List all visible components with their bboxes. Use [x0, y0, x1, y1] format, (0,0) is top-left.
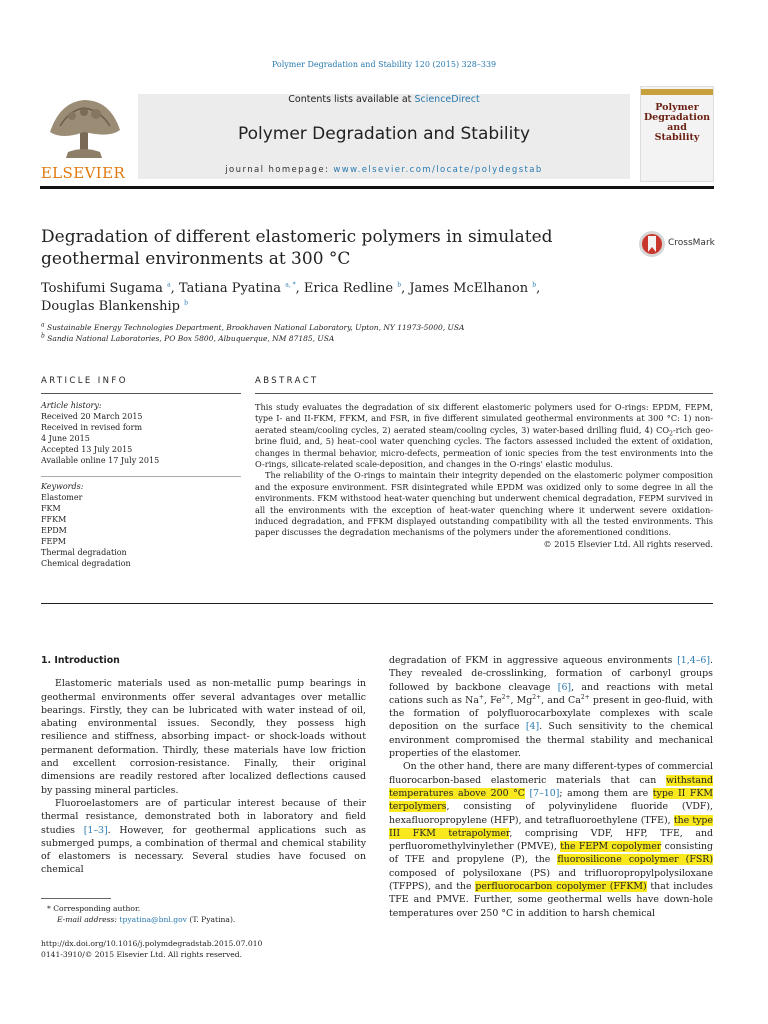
affiliation-text: Sandia National Laboratories, PO Box 5800, Albuquerque, NM 87185, USA [47, 334, 335, 343]
header-rule [40, 186, 714, 189]
keyword: EPDM [41, 526, 67, 535]
journal-banner [138, 94, 630, 179]
history-entry: 4 June 2015 [41, 434, 90, 443]
history-entry: Available online 17 July 2015 [41, 456, 160, 465]
reference-link[interactable]: [6] [557, 681, 572, 693]
copyright: © 2015 Elsevier Ltd. All rights reserved. [543, 538, 713, 549]
author-separator: , [401, 281, 410, 296]
homepage-prefix: journal homepage: [225, 165, 330, 175]
article-title: Degradation of different elastomeric polymers in simulated geothermal environments at 300 °C [41, 227, 553, 269]
reference-link[interactable]: [4] [525, 721, 540, 733]
corresponding-author: * Corresponding author. [47, 904, 141, 913]
author-separator: , [536, 281, 541, 296]
reference-link[interactable]: [1–3] [83, 824, 108, 836]
body-paragraph: On the other hand, there are many different-types of commercial fluorocarbon-based elastomeric materials that can withstand temperatures above 200 °C [7–10]; among them are type II FKM terpolymers, consisting of polyvinylidene fluoride (VDF), hexafluoropropylene (HFP), and tetrafluoroethylene (TFE), the type III FKM tetrapolymer, comprising VDF, HFP, TFE, and perfluoromethylvinylether (PMVE), the FEPM copolymer consisting of TFE and propylene (P), the fluorosilicone copolymer (FSR) composed of polysiloxane (PS) and trifluoropropylpolysiloxane (TFPPS), and the perfluorocarbon copolymer (FFKM) that includes TFE and PMVE. Further, some geothermal wells have down-hole temperatures over 250 °C in addition to harsh chemical [389, 761, 714, 919]
cover-title-line: Degradation [643, 112, 711, 123]
cover-band [641, 89, 713, 95]
cover-title-line: Stability [654, 132, 700, 143]
author-name: Toshifumi Sugama [41, 281, 163, 296]
email-line [57, 914, 235, 925]
keywords [41, 481, 241, 569]
keyword: Elastomer [41, 493, 83, 502]
keyword: FEPM [41, 537, 66, 546]
author-name: Tatiana Pyatina [178, 281, 282, 296]
author-separator: , [170, 281, 179, 296]
affiliation-text: Sustainable Energy Technologies Department, Brookhaven National Laboratory, Upton, NY 11973-5000, USA [46, 323, 465, 332]
keyword: Thermal degradation [41, 548, 127, 557]
body-paragraph: Elastomeric materials used as non-metallic pump bearings in geothermal environments offer several advantages over metallic bearings. Firstly, they can be lubricated with water instead of oil, abating environmental issues. Secondly, they possess high resilience and stiffness, absorbing impact- or shock-loads without permanent deformation. Thirdly, these materials have low friction and excellent corrosion-resistance. Finally, their original dimensions are readily restored after localized deflections caused by passing mineral particles. [41, 678, 366, 796]
highlighted-text: perfluorocarbon copolymer (FFKM) [475, 881, 647, 893]
issn-line: 0141-3910/© 2015 Elsevier Ltd. All rights reserved. [41, 950, 243, 959]
author-name: James McElhanon [409, 281, 529, 296]
author-affiliation-marker[interactable]: a [167, 281, 171, 289]
crossmark-icon [638, 230, 666, 258]
abstract-bottom-rule [41, 603, 713, 604]
keyword: FKM [41, 504, 61, 513]
cover-title-line: Polymer [655, 102, 699, 113]
highlighted-text: the type III FKM tetrapolymer [389, 814, 713, 839]
abstract-body [255, 402, 713, 550]
sciencedirect-link[interactable]: ScienceDirect [414, 94, 480, 105]
highlighted-text: withstand temperatures above 200 °C [389, 774, 713, 799]
highlighted-text: fluorosilicone copolymer (FSR) [557, 854, 713, 866]
history-label: Article history: [41, 401, 102, 410]
left-column [41, 654, 366, 877]
publisher-name: ELSEVIER [40, 164, 126, 182]
keywords-rule [41, 476, 241, 477]
footnote-rule [41, 898, 111, 899]
article-info-heading: ARTICLE INFO [41, 376, 128, 386]
keywords-label: Keywords: [41, 482, 84, 491]
crossmark-label: CrossMark [668, 238, 715, 248]
highlighted-text: type II FKM terpolymers [389, 787, 714, 813]
crossmark-badge[interactable] [638, 230, 718, 258]
author-name: Douglas Blankenship [41, 299, 180, 314]
cover-title [641, 103, 713, 143]
article-history [41, 400, 241, 466]
affiliation [41, 334, 334, 343]
abstract-heading: ABSTRACT [255, 376, 319, 386]
affiliation-marker: a [41, 321, 45, 329]
body-paragraph: Fluoroelastomers are of particular interest because of their thermal resistance, demonstrated both in laboratory and field studies [1–3]. However, for geothermal applications such as submerged pumps, a combination of thermal and chemical stability of elastomers is necessary. Several studies have focused on chemical [41, 797, 366, 876]
journal-homepage [138, 165, 630, 175]
author-affiliation-marker[interactable]: b [184, 299, 188, 307]
author-affiliation-marker[interactable]: b [532, 281, 537, 289]
keyword: Chemical degradation [41, 559, 131, 568]
author-list [41, 280, 641, 316]
author-affiliation-marker[interactable]: a, * [285, 281, 296, 289]
abstract-rule [255, 393, 713, 394]
email-label: E-mail address: [57, 915, 117, 924]
journal-name: Polymer Degradation and Stability [237, 124, 531, 144]
history-entry: Accepted 13 July 2015 [41, 445, 133, 454]
history-entry: Received in revised form [41, 423, 143, 432]
article-info-rule [41, 393, 241, 394]
affiliation-marker: b [41, 332, 45, 340]
body-paragraph: degradation of FKM in aggressive aqueous environments [1,4–6]. They revealed de-crosslinking, formation of carbonyl groups followed by backbone cleavage [6], and reactions with metal cations such as Na+, $Fe^{2+}$, $Mg^{2+}$, and $Ca^{2+}$ present in geo-fluid, with the formation of polyfluorocarboxylate complexes with scale deposition on the surface [4]. Such sensitivity to the chemical environment compromised the thermal stability and mechanical properties of the elastomer. [389, 655, 714, 760]
abstract-paragraph: The reliability of the O-rings to maintain their integrity depended on the elastomeric polymer composition and the exposure environment. FSR disintegrated while EPDM was oxidized only to some degree in all the environments. FKM withstood heat-water quenching but underwent chemical degradation, FEPM survived in all the environments with the exception of heat-water quenching where it underwent severe oxidation-induced degradation, and FFKM displayed outstanding compatibility with all the tested environments. This paper discusses the degradation mechanisms of the polymers under the aforementioned conditions. [255, 470, 713, 538]
contents-line [138, 94, 630, 105]
history-entry: Received 20 March 2015 [41, 412, 143, 421]
contents-prefix: Contents lists available at [288, 94, 412, 105]
journal-cover-thumbnail [640, 86, 714, 182]
author-name: Erica Redline [303, 281, 394, 296]
keyword: FFKM [41, 515, 67, 524]
journal-citation[interactable]: Polymer Degradation and Stability 120 (2015) 328–339 [271, 60, 497, 69]
abstract-paragraph: This study evaluates the degradation of six different elastomeric polymers used for O-rings: EPDM, FEPM, type I- and II-FKM, FFKM, and FSR, in five different simulated geothermal environments at 300 °C: 1) non-aerated steam/cooling cycles, 2) aerated steam/cooling cycles, 3) water-based drilling fluid, 4) $CO_2$-rich geo-brine fluid, and, 5) heat–cool water quenching cycles. The factors assessed included the extent of oxidation, changes in thermal behavior, micro-defects, permeation of ionic species from the test environments into the O-rings, silicate-related scale-deposition, and changes in the O-rings' elastic modulus. [255, 402, 713, 470]
cover-title-line: and [667, 122, 687, 133]
reference-link[interactable]: [7–10] [529, 787, 560, 799]
author-separator: , [295, 281, 304, 296]
right-column [389, 654, 713, 920]
author-affiliation-marker[interactable]: b [397, 281, 402, 289]
reference-link[interactable]: [1,4–6] [677, 655, 711, 666]
affiliation [41, 323, 464, 332]
email-link[interactable]: tpyatina@bnl.gov [119, 915, 187, 924]
email-suffix: (T. Pyatina). [189, 915, 236, 924]
highlighted-text: the FEPM copolymer [560, 841, 662, 853]
section-heading: 1. Introduction [41, 655, 120, 666]
homepage-link[interactable]: www.elsevier.com/locate/polydegstab [333, 165, 543, 175]
doi-link[interactable]: http://dx.doi.org/10.1016/j.polymdegradstab.2015.07.010 [41, 939, 263, 948]
